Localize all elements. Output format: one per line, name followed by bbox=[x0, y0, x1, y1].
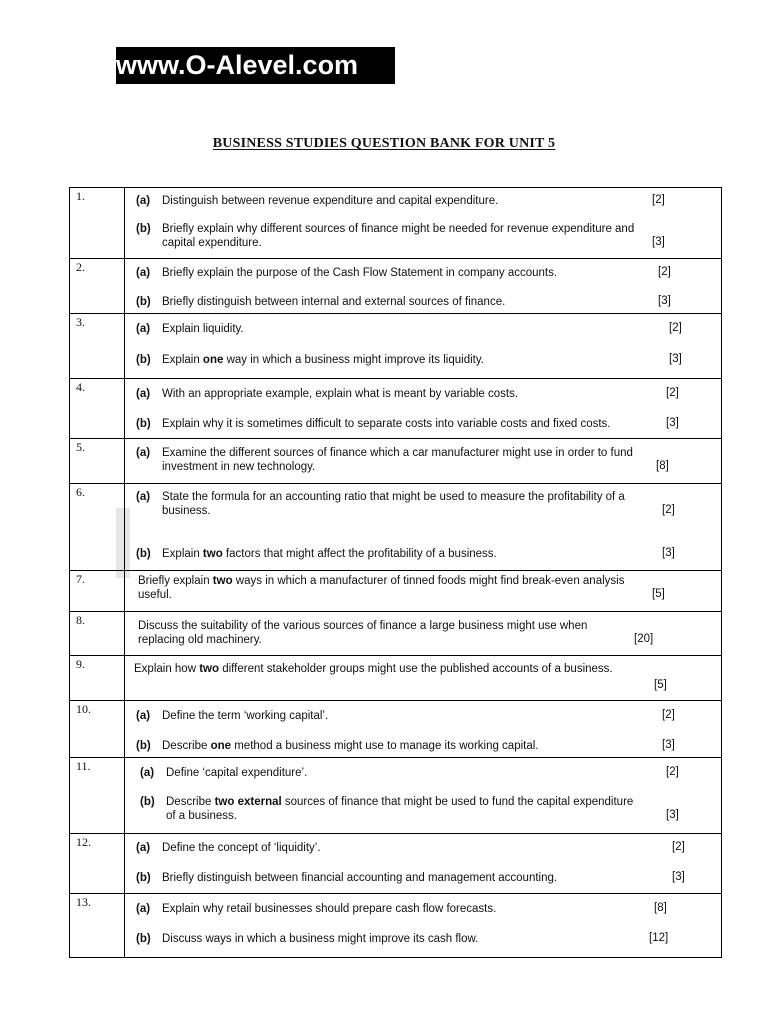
question-row bbox=[69, 378, 722, 438]
question-part: (b) Describe one method a business might use to manage its working capital. bbox=[136, 740, 539, 752]
mark-value: [20] bbox=[634, 633, 654, 645]
question-row bbox=[69, 187, 722, 258]
question-number: 3. bbox=[76, 315, 85, 329]
question-row bbox=[69, 893, 722, 958]
question-row bbox=[69, 438, 722, 483]
mark-value: [8] bbox=[654, 902, 667, 914]
question-part: (a) Define the term ‘working capital’. bbox=[136, 710, 329, 722]
mark-value: [2] bbox=[662, 709, 675, 721]
question-text: Discuss the suitability of the various sources of finance a large business might use when replacing old machinery. bbox=[138, 620, 588, 646]
mark-value: [2] bbox=[666, 766, 679, 778]
question-part: (a) Briefly explain the purpose of the Cash Flow Statement in company accounts. bbox=[136, 267, 558, 279]
question-row bbox=[69, 833, 722, 893]
question-row bbox=[69, 570, 722, 611]
mark-value: [5] bbox=[654, 679, 667, 691]
question-number: 11. bbox=[76, 759, 91, 773]
mark-value: [12] bbox=[649, 932, 669, 944]
question-text: Explain how two different stakeholder groups might use the published accounts of a business. bbox=[134, 663, 613, 675]
question-number: 2. bbox=[76, 260, 85, 274]
mark-value: [5] bbox=[652, 588, 665, 600]
mark-value: [3] bbox=[672, 871, 685, 883]
question-part: (b) Discuss ways in which a business might improve its cash flow. bbox=[136, 933, 479, 945]
question-number: 5. bbox=[76, 440, 85, 454]
question-row bbox=[69, 655, 722, 700]
question-part: (a) Explain liquidity. bbox=[136, 323, 244, 335]
question-number: 13. bbox=[76, 895, 91, 909]
question-row bbox=[69, 313, 722, 378]
question-part: (b) Explain why it is sometimes difficult to separate costs into variable costs and fixed costs. bbox=[136, 418, 611, 430]
question-row bbox=[69, 258, 722, 313]
mark-value: [2] bbox=[669, 322, 682, 334]
mark-value: [2] bbox=[662, 504, 675, 516]
question-part: (b) Explain two factors that might affect the profitability of a business. bbox=[136, 548, 497, 560]
question-part: (b) Briefly explain why different sources of finance might be needed for revenue expenditure and capital expenditure. bbox=[136, 223, 635, 249]
question-part: (b) Briefly distinguish between internal and external sources of finance. bbox=[136, 296, 506, 308]
question-number: 12. bbox=[76, 835, 91, 849]
mark-value: [2] bbox=[658, 266, 671, 278]
question-part: (b) Briefly distinguish between financial accounting and management accounting. bbox=[136, 872, 558, 884]
question-part: (a) Define ‘capital expenditure’. bbox=[140, 767, 308, 779]
question-number: 4. bbox=[76, 380, 85, 394]
question-part: (b) Describe two external sources of finance that might be used to fund the capital expenditure of a business. bbox=[140, 796, 634, 822]
question-row bbox=[69, 700, 722, 757]
question-number: 6. bbox=[76, 485, 85, 499]
question-row bbox=[69, 757, 722, 833]
site-banner: www.O-Alevel.com bbox=[116, 47, 395, 84]
question-part: (b) Explain one way in which a business might improve its liquidity. bbox=[136, 354, 484, 366]
mark-value: [2] bbox=[672, 841, 685, 853]
question-table bbox=[69, 187, 722, 958]
mark-value: [3] bbox=[662, 547, 675, 559]
question-number: 7. bbox=[76, 572, 85, 586]
question-part: (a) With an appropriate example, explain what is meant by variable costs. bbox=[136, 388, 519, 400]
question-number: 9. bbox=[76, 657, 85, 671]
mark-value: [3] bbox=[662, 739, 675, 751]
question-text: Briefly explain two ways in which a manufacturer of tinned foods might find break-even analysis useful. bbox=[138, 575, 625, 601]
question-number: 10. bbox=[76, 702, 91, 716]
mark-value: [3] bbox=[666, 809, 679, 821]
mark-value: [3] bbox=[658, 295, 671, 307]
question-part: (a) Define the concept of ‘liquidity’. bbox=[136, 842, 321, 854]
question-number: 8. bbox=[76, 613, 85, 627]
question-row bbox=[69, 483, 722, 570]
question-part: (a) State the formula for an accounting ratio that might be used to measure the profitability of a business. bbox=[136, 491, 625, 517]
mark-value: [2] bbox=[666, 387, 679, 399]
question-part: (a) Explain why retail businesses should prepare cash flow forecasts. bbox=[136, 903, 497, 915]
question-part: (a) Examine the different sources of finance which a car manufacturer might use in order to fund investment in new technology. bbox=[136, 447, 633, 473]
mark-value: [3] bbox=[669, 353, 682, 365]
mark-value: [3] bbox=[666, 417, 679, 429]
mark-value: [3] bbox=[652, 236, 665, 248]
question-row bbox=[69, 611, 722, 655]
question-number: 1. bbox=[76, 189, 85, 203]
page-title: BUSINESS STUDIES QUESTION BANK FOR UNIT 5 bbox=[212, 136, 556, 151]
mark-value: [2] bbox=[652, 194, 665, 206]
mark-value: [8] bbox=[656, 460, 669, 472]
question-part: (a) Distinguish between revenue expenditure and capital expenditure. bbox=[136, 195, 499, 207]
